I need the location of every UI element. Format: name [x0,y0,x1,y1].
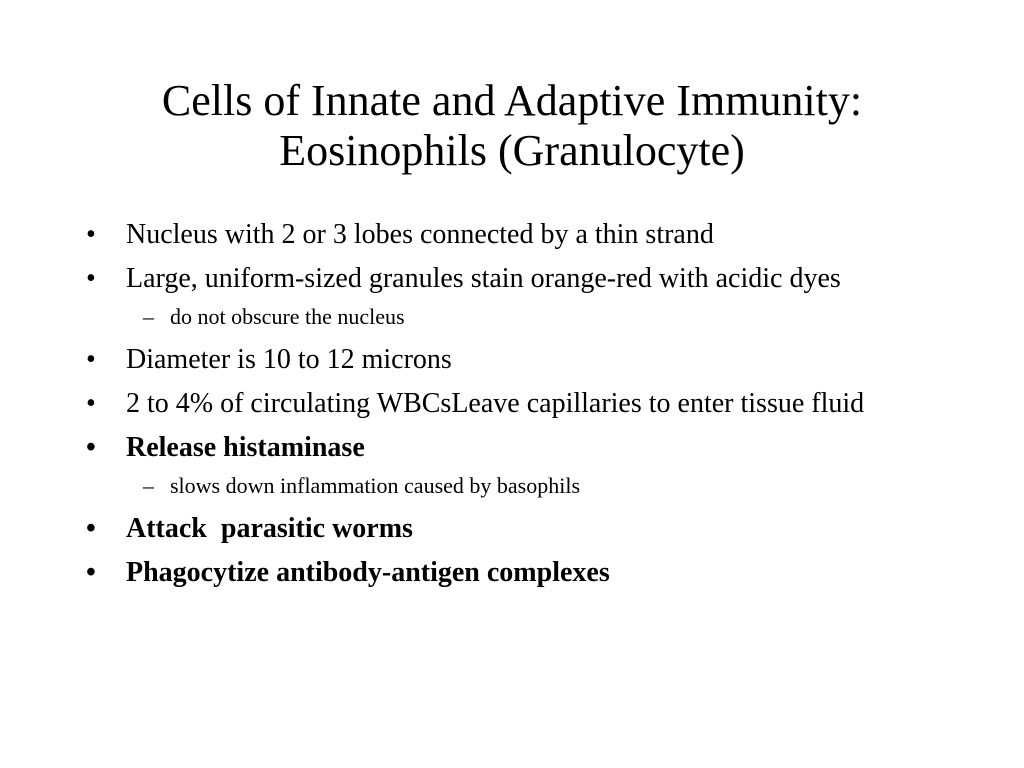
bullet-item [86,554,946,598]
bullet-item [86,260,946,304]
bullet-item [86,429,946,473]
bullet-text: Release histaminase [126,432,365,463]
title-line-2: Eosinophils (Granulocyte) [279,126,745,175]
bullet-marker: • [86,344,96,375]
bullet-marker: • [86,513,96,544]
bullet-item [86,341,946,385]
bullet-marker: • [86,219,96,250]
bullet-text: 2 to 4% of circulating WBCsLeave capillaries to enter tissue fluid [126,388,865,419]
bullet-text: Nucleus with 2 or 3 lobes connected by a thin strand [126,219,714,250]
bullet-marker: • [86,388,96,419]
bullet-item [86,510,946,554]
title-line-1: Cells of Innate and Adaptive Immunity: [161,76,863,125]
bullet-marker: • [86,432,96,463]
bullet-item [86,216,946,260]
dash-marker: – [143,473,154,498]
bullet-list [0,216,1024,598]
sub-bullet-text: slows down inflammation caused by basophils [170,473,581,498]
sub-bullet-item [143,471,950,510]
bullet-text: Phagocytize antibody-antigen complexes [126,557,610,588]
bullet-marker: • [86,557,96,588]
bullet-item [86,385,946,429]
slide-title [60,76,964,176]
bullet-text: Attack parasitic worms [126,513,413,544]
dash-marker: – [143,304,154,329]
bullet-text: Diameter is 10 to 12 microns [126,344,452,375]
sub-bullet-text: do not obscure the nucleus [170,304,405,329]
bullet-text: Large, uniform-sized granules stain orange-red with acidic dyes [126,263,841,294]
sub-bullet-item [143,302,950,341]
bullet-marker: • [86,263,96,294]
